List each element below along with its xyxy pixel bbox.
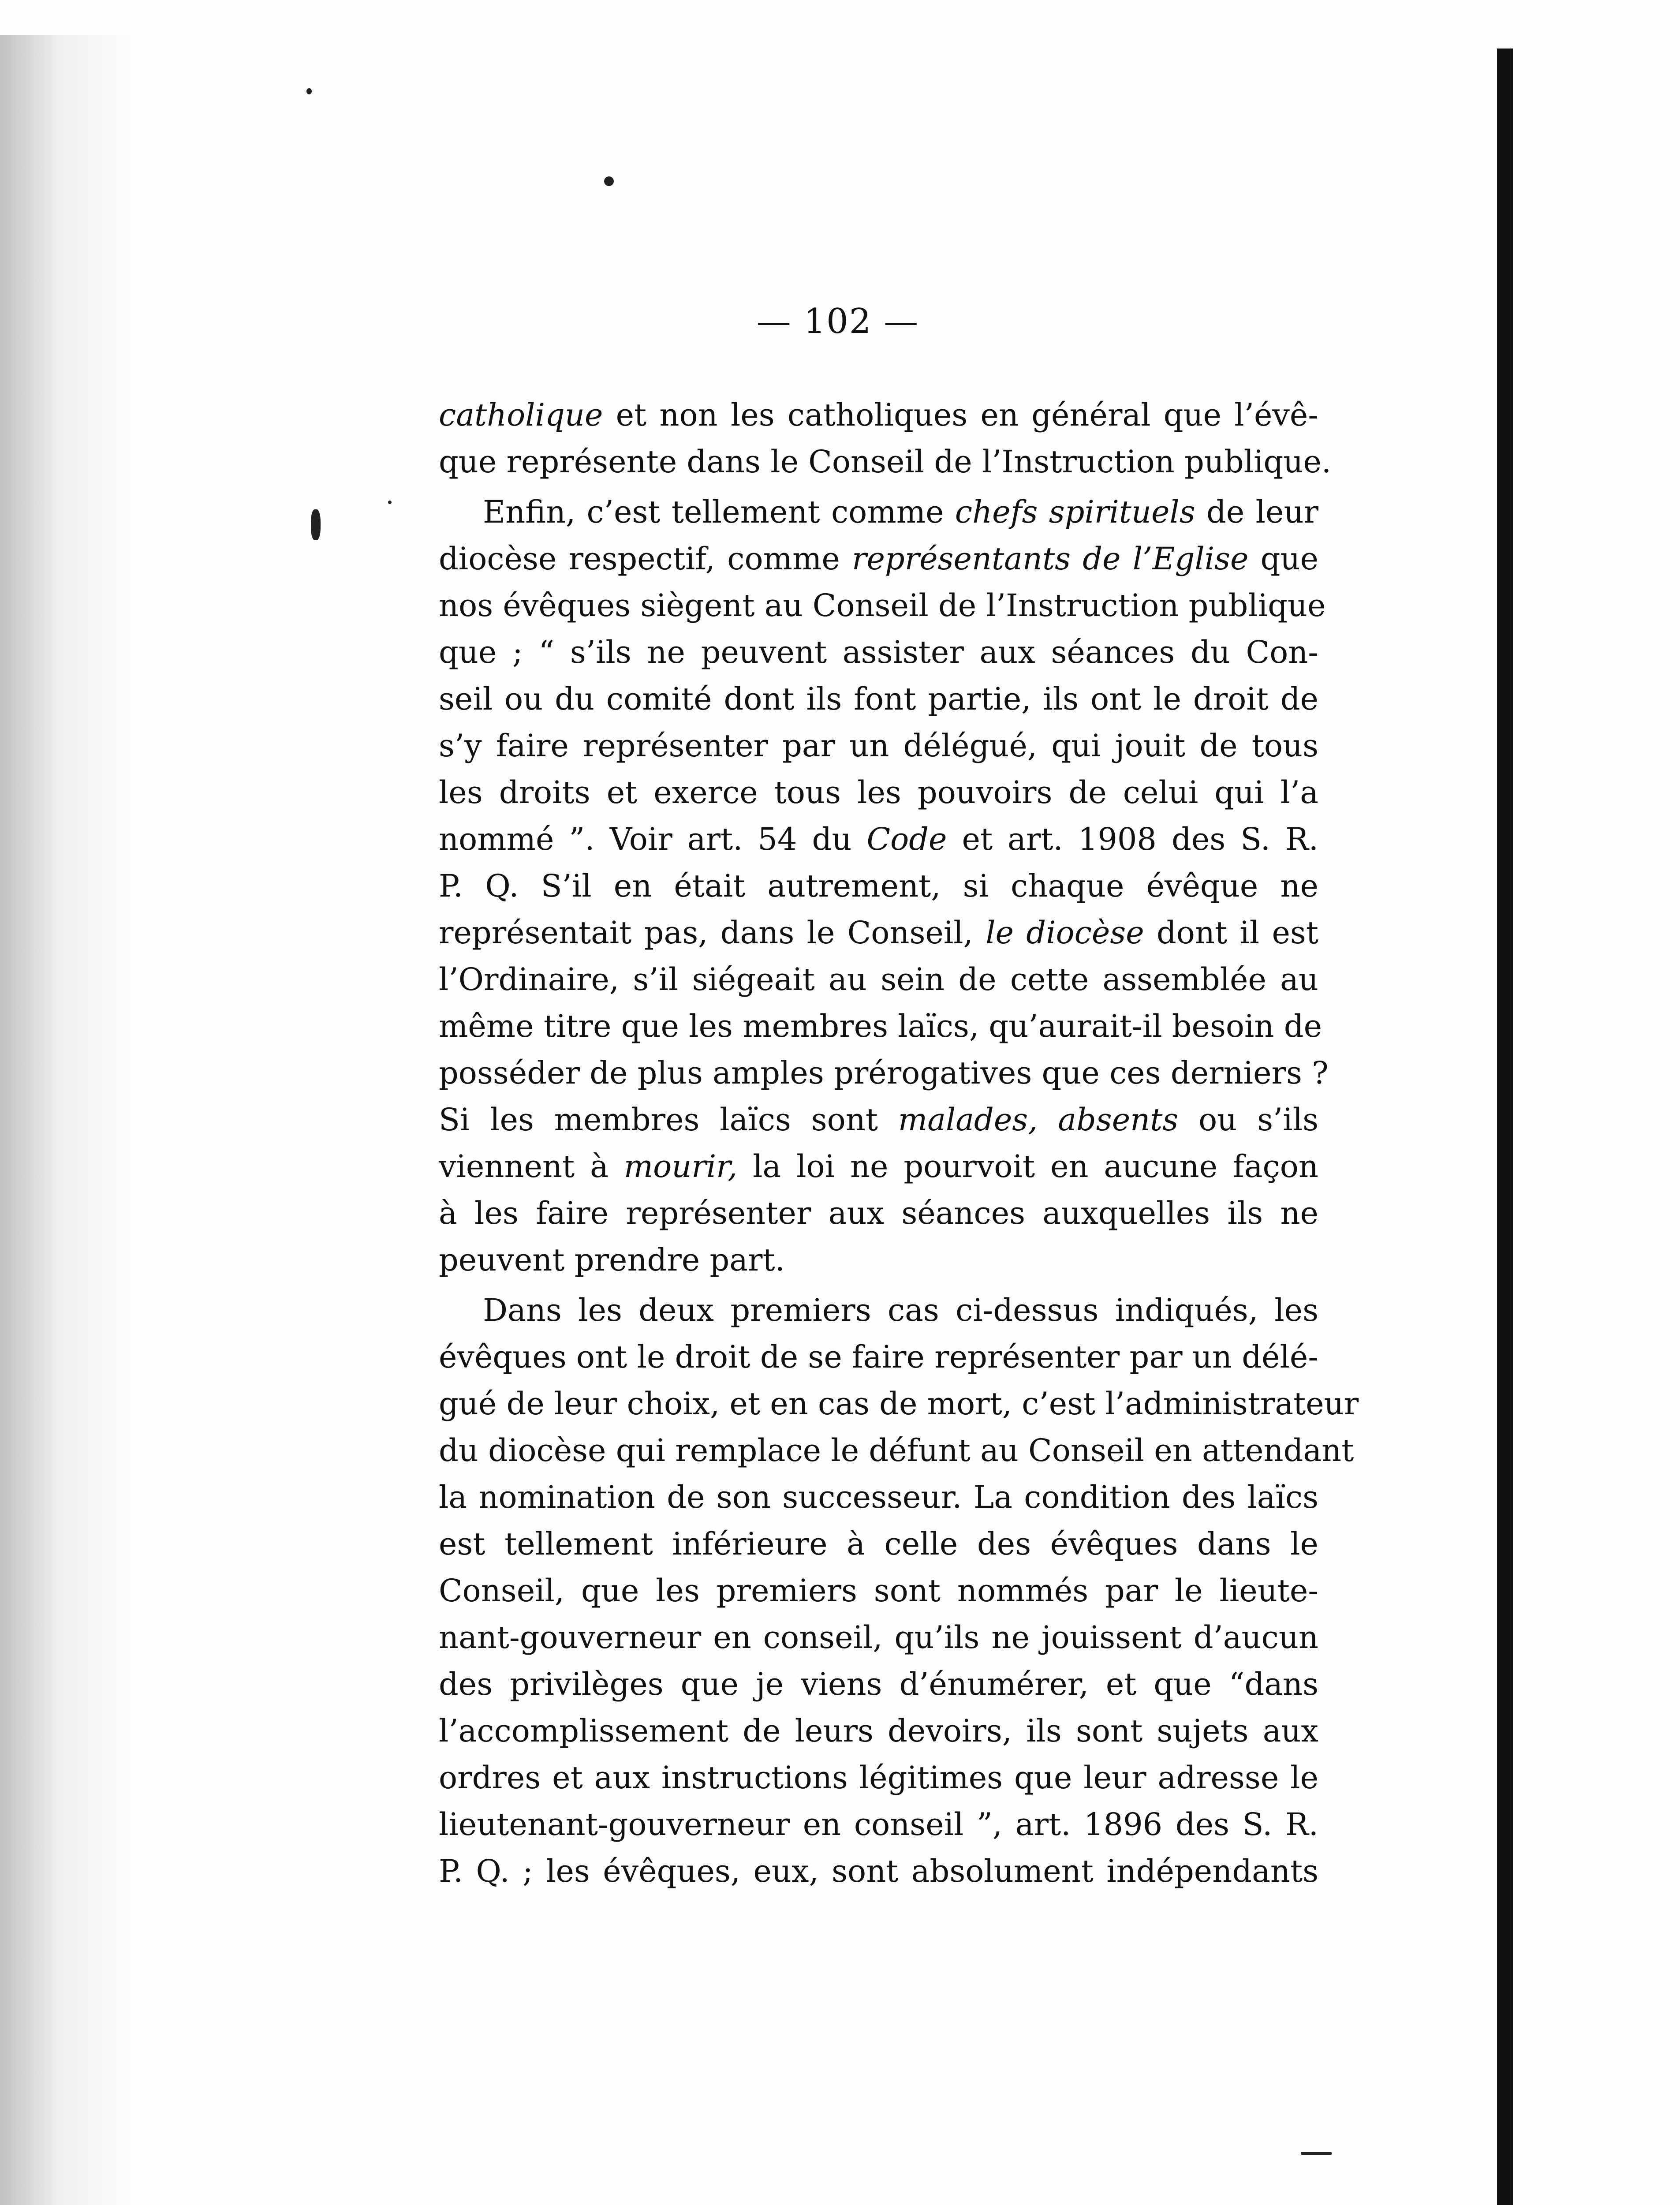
ink-speck xyxy=(1301,2152,1332,2155)
text-run: même titre que les membres laïcs, qu’aurait-il besoin de xyxy=(439,1008,1322,1044)
page-number: — 102 — xyxy=(756,302,919,341)
text-run: P. Q. ; les évêques, eux, sont absolument indépendants xyxy=(439,1853,1318,1889)
text-line xyxy=(439,489,1318,535)
text-line xyxy=(439,1521,1318,1567)
text-line xyxy=(439,1190,1318,1237)
text-line xyxy=(439,582,1326,629)
text-run: la loi ne pourvoit en aucune façon xyxy=(737,1148,1318,1185)
text-run: évêques ont le droit de se faire représenter par un délé- xyxy=(439,1339,1318,1375)
text-run: ou s’ils xyxy=(1178,1102,1318,1138)
text-run: Enfin, c’est tellement comme xyxy=(483,494,955,530)
text-run: des privilèges que je viens d’énumérer, et que “dans xyxy=(439,1666,1318,1702)
text-line xyxy=(439,438,1332,485)
text-run: du diocèse qui remplace le défunt au Conseil en attendant xyxy=(439,1432,1354,1469)
text-run: de leur xyxy=(1195,494,1318,530)
ink-speck xyxy=(604,176,614,186)
text-run: Conseil, que les premiers sont nommés par le lieute- xyxy=(439,1573,1318,1609)
italic-text: mourir, xyxy=(623,1148,738,1185)
text-line xyxy=(439,1237,1318,1283)
text-line xyxy=(439,535,1318,582)
text-run: que représente dans le Conseil de l’Instruction publique. xyxy=(439,444,1332,480)
text-line xyxy=(439,392,1318,438)
text-run: et art. 1908 des S. R. xyxy=(947,821,1319,857)
text-line xyxy=(439,1474,1318,1521)
paragraph-gap xyxy=(439,485,1318,489)
text-line xyxy=(439,1661,1318,1708)
text-run: nos évêques siègent au Conseil de l’Instruction publique xyxy=(439,587,1326,624)
text-line xyxy=(439,1567,1318,1614)
text-line xyxy=(439,816,1318,863)
text-run: représentait pas, dans le Conseil, xyxy=(439,915,986,951)
text-line xyxy=(439,1708,1318,1754)
body-text xyxy=(439,392,1359,1895)
text-line xyxy=(439,722,1318,769)
text-line xyxy=(439,769,1318,816)
text-line xyxy=(439,1848,1318,1895)
italic-text: malades, absents xyxy=(898,1102,1179,1138)
text-run: ordres et aux instructions légitimes que leur adresse le xyxy=(439,1760,1318,1796)
ink-speck xyxy=(311,509,321,540)
text-run: que xyxy=(1248,541,1318,577)
text-run: l’Ordinaire, s’il siégeait au sein de cette assemblée au xyxy=(439,961,1318,998)
text-line xyxy=(439,1801,1318,1848)
text-line xyxy=(439,1754,1318,1801)
text-run: est tellement inférieure à celle des évêques dans le xyxy=(439,1526,1318,1562)
text-run: Dans les deux premiers cas ci-dessus indiqués, les xyxy=(483,1292,1318,1328)
text-line xyxy=(439,1143,1318,1190)
text-line xyxy=(439,629,1318,676)
ink-speck xyxy=(388,501,392,504)
text-run: l’accomplissement de leurs devoirs, ils sont sujets aux xyxy=(439,1713,1318,1749)
italic-text: représentants de l’Eglise xyxy=(852,541,1249,577)
binding-shadow xyxy=(0,35,132,2205)
text-run: s’y faire représenter par un délégué, qui jouit de tous xyxy=(439,728,1318,764)
text-run: posséder de plus amples prérogatives que ces derniers ? xyxy=(439,1055,1329,1091)
text-line xyxy=(439,956,1318,1003)
text-run: seil ou du comité dont ils font partie, ils ont le droit de xyxy=(439,681,1318,717)
text-run: dont il est xyxy=(1144,915,1318,951)
text-line xyxy=(439,863,1318,909)
paragraph-gap xyxy=(439,1283,1318,1287)
italic-text: chefs spirituels xyxy=(955,494,1195,530)
text-run: nommé ”. Voir art. 54 du xyxy=(439,821,867,857)
text-line xyxy=(439,1287,1318,1334)
page-edge-bar xyxy=(1497,49,1513,2205)
text-run: diocèse respectif, comme xyxy=(439,541,852,577)
text-run: P. Q. S’il en était autrement, si chaque évêque ne xyxy=(439,868,1318,904)
ink-speck xyxy=(306,88,312,94)
text-run: lieutenant-gouverneur en conseil ”, art. 1896 des S. R. xyxy=(439,1806,1318,1842)
italic-text: le diocèse xyxy=(986,915,1144,951)
text-run: viennent à xyxy=(439,1148,624,1185)
text-line xyxy=(439,1614,1318,1661)
text-run: Si les membres laïcs sont xyxy=(439,1102,898,1138)
text-run: la nomination de son successeur. La condition des laïcs xyxy=(439,1479,1318,1515)
text-line xyxy=(439,1334,1318,1380)
text-run: gué de leur choix, et en cas de mort, c’est l’administrateur xyxy=(439,1386,1359,1422)
text-line xyxy=(439,1427,1354,1474)
text-run: peuvent prendre part. xyxy=(439,1242,785,1278)
italic-text: Code xyxy=(866,821,947,857)
text-run: nant-gouverneur en conseil, qu’ils ne jouissent d’aucun xyxy=(439,1619,1318,1656)
text-run: et non les catholiques en général que l’évê- xyxy=(603,397,1318,433)
text-line xyxy=(439,909,1318,956)
italic-text: catholique xyxy=(439,397,603,433)
text-run: que ; “ s’ils ne peuvent assister aux séances du Con- xyxy=(439,634,1318,670)
text-line xyxy=(439,1003,1322,1050)
text-run: à les faire représenter aux séances auxquelles ils ne xyxy=(439,1195,1318,1231)
text-line xyxy=(439,1050,1329,1096)
text-run: les droits et exerce tous les pouvoirs de celui qui l’a xyxy=(439,774,1318,811)
text-line xyxy=(439,1380,1359,1427)
text-line xyxy=(439,1096,1318,1143)
text-line xyxy=(439,676,1318,722)
